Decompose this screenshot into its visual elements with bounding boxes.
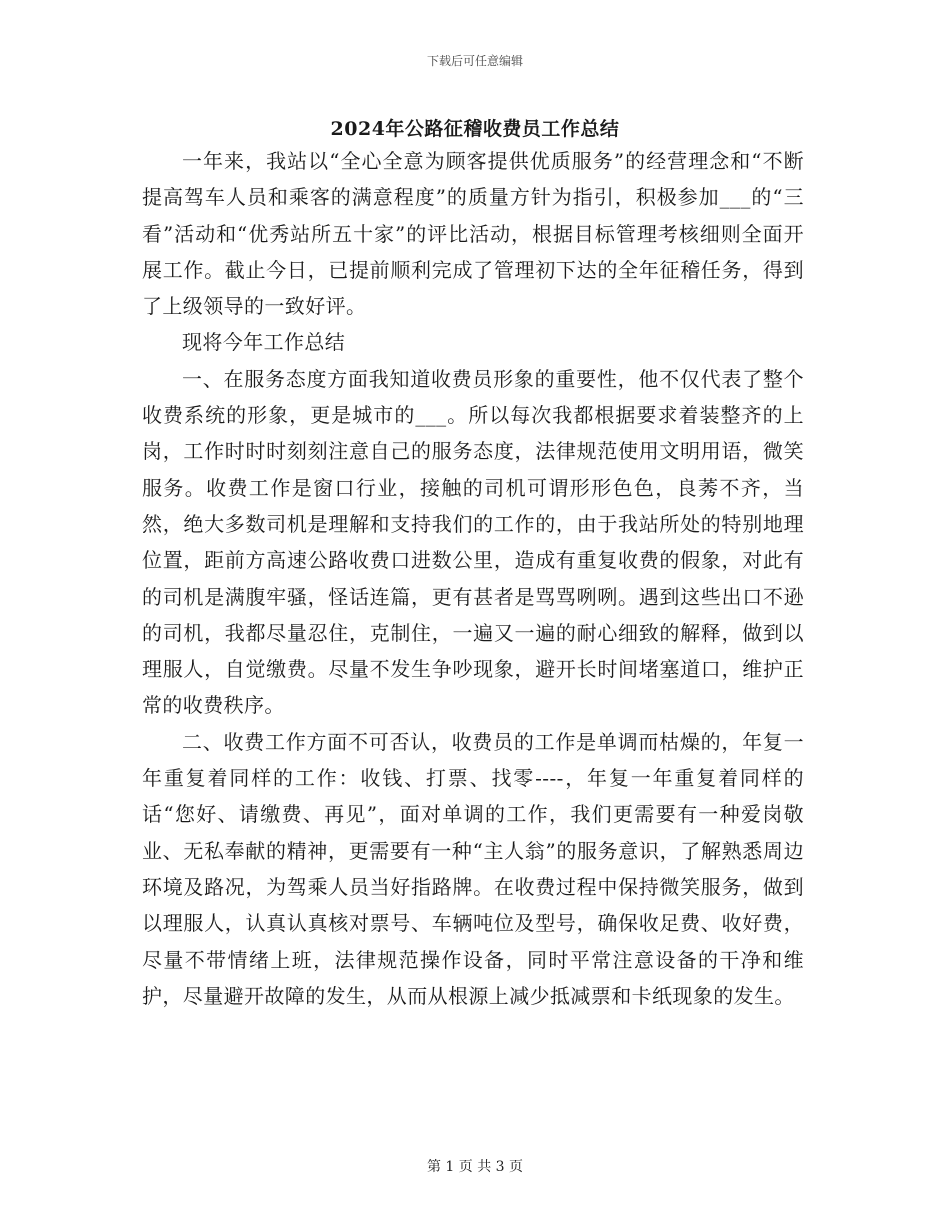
paragraph-intro: 一年来，我站以“全心全意为顾客提供优质服务”的经营理念和“不断提高驾车人员和乘客的满意程度”的质量方针为指引，积极参加___的“三看”活动和“优秀站所五十家”的评比活动，根据目标管理考核细则全面开展工作。截止今日，已提前顺利完成了管理初下达的全年征稽任务，得到了上级领导的一致好评。 bbox=[142, 149, 804, 319]
paragraph-toll-work: 二、收费工作方面不可否认，收费员的工作是单调而枯燥的，年复一年重复着同样的工作：收钱、打票、找零----，年复一年重复着同样的话“您好、请缴费、再见”，面对单调的工作，我们更需要有一种爱岗敬业、无私奉献的精神，更需要有一种“主人翁”的服务意识，了解熟悉周边环境及路况，为驾乘人员当好指路牌。在收费过程中保持微笑服务，做到以理服人，认真认真核对票号、车辆吨位及型号，确保收足费、收好费，尽量不带情绪上班，法律规范操作设备，同时平常注意设备的干净和维护，尽量避开故障的发生，从而从根源上减少抵减票和卡纸现象的发生。 bbox=[142, 729, 804, 1008]
paragraph-summary-lead: 现将今年工作总结 bbox=[182, 330, 346, 355]
header-note: 下载后可任意编辑 bbox=[426, 54, 523, 68]
paragraph-service-attitude: 一、在服务态度方面我知道收费员形象的重要性，他不仅代表了整个收费系统的形象，更是城市的___。所以每次我都根据要求着装整齐的上岗，工作时时时刻刻注意自己的服务态度，法律规范使用文明用语，微笑服务。收费工作是窗口行业，接触的司机可谓形形色色，良莠不齐，当然，绝大多数司机是理解和支持我们的工作的，由于我站所处的特别地理位置，距前方高速公路收费口进数公里，造成有重复收费的假象，对此有的司机是满腹牢骚，怪话连篇，更有甚者是骂骂咧咧。遇到这些出口不逊的司机，我都尽量忍住，克制住，一遍又一遍的耐心细致的解释，做到以理服人，自觉缴费。尽量不发生争吵现象，避开长时间堵塞道口，维护正常的收费秩序。 bbox=[142, 366, 804, 718]
page-number: 第 1 页 共 3 页 bbox=[426, 1159, 524, 1175]
document-body bbox=[142, 143, 804, 1014]
document-title: 2024年公路征稽收费员工作总结 bbox=[330, 118, 620, 140]
